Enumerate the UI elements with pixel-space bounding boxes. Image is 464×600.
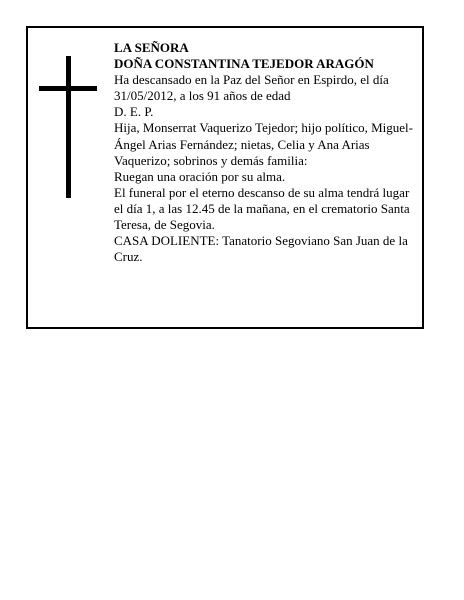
prayer-request: Ruegan una oración por su alma. — [114, 168, 286, 184]
funeral-details: El funeral por el eterno descanso de su alma tendrá lugar el día 1, a las 12.45 de la mañana, en el crematorio Santa Teresa, de Segovia. — [114, 184, 410, 233]
obituary-notice — [26, 26, 424, 329]
rest-statement: Ha descansado en la Paz del Señor en Espirdo, el día 31/05/2012, a los 91 años de edad — [114, 72, 389, 104]
casa-doliente: CASA DOLIENTE: Tanatorio Segoviano San Juan de la Cruz. — [114, 233, 408, 265]
cross-vertical-bar — [66, 56, 71, 198]
cross-horizontal-bar — [39, 86, 97, 91]
family-list: Hija, Monserrat Vaquerizo Tejedor; hijo político, Miguel-Ángel Arias Fernández; nietas, Celia y Ana Arias Vaquerizo; sobrinos y demás familia: — [114, 120, 413, 168]
deceased-name: DOÑA CONSTANTINA TEJEDOR ARAGÓN — [114, 56, 374, 72]
dep-line: D. E. P. — [114, 104, 154, 120]
obituary-text — [114, 40, 420, 265]
title-line-1: LA SEÑORA — [114, 40, 189, 55]
